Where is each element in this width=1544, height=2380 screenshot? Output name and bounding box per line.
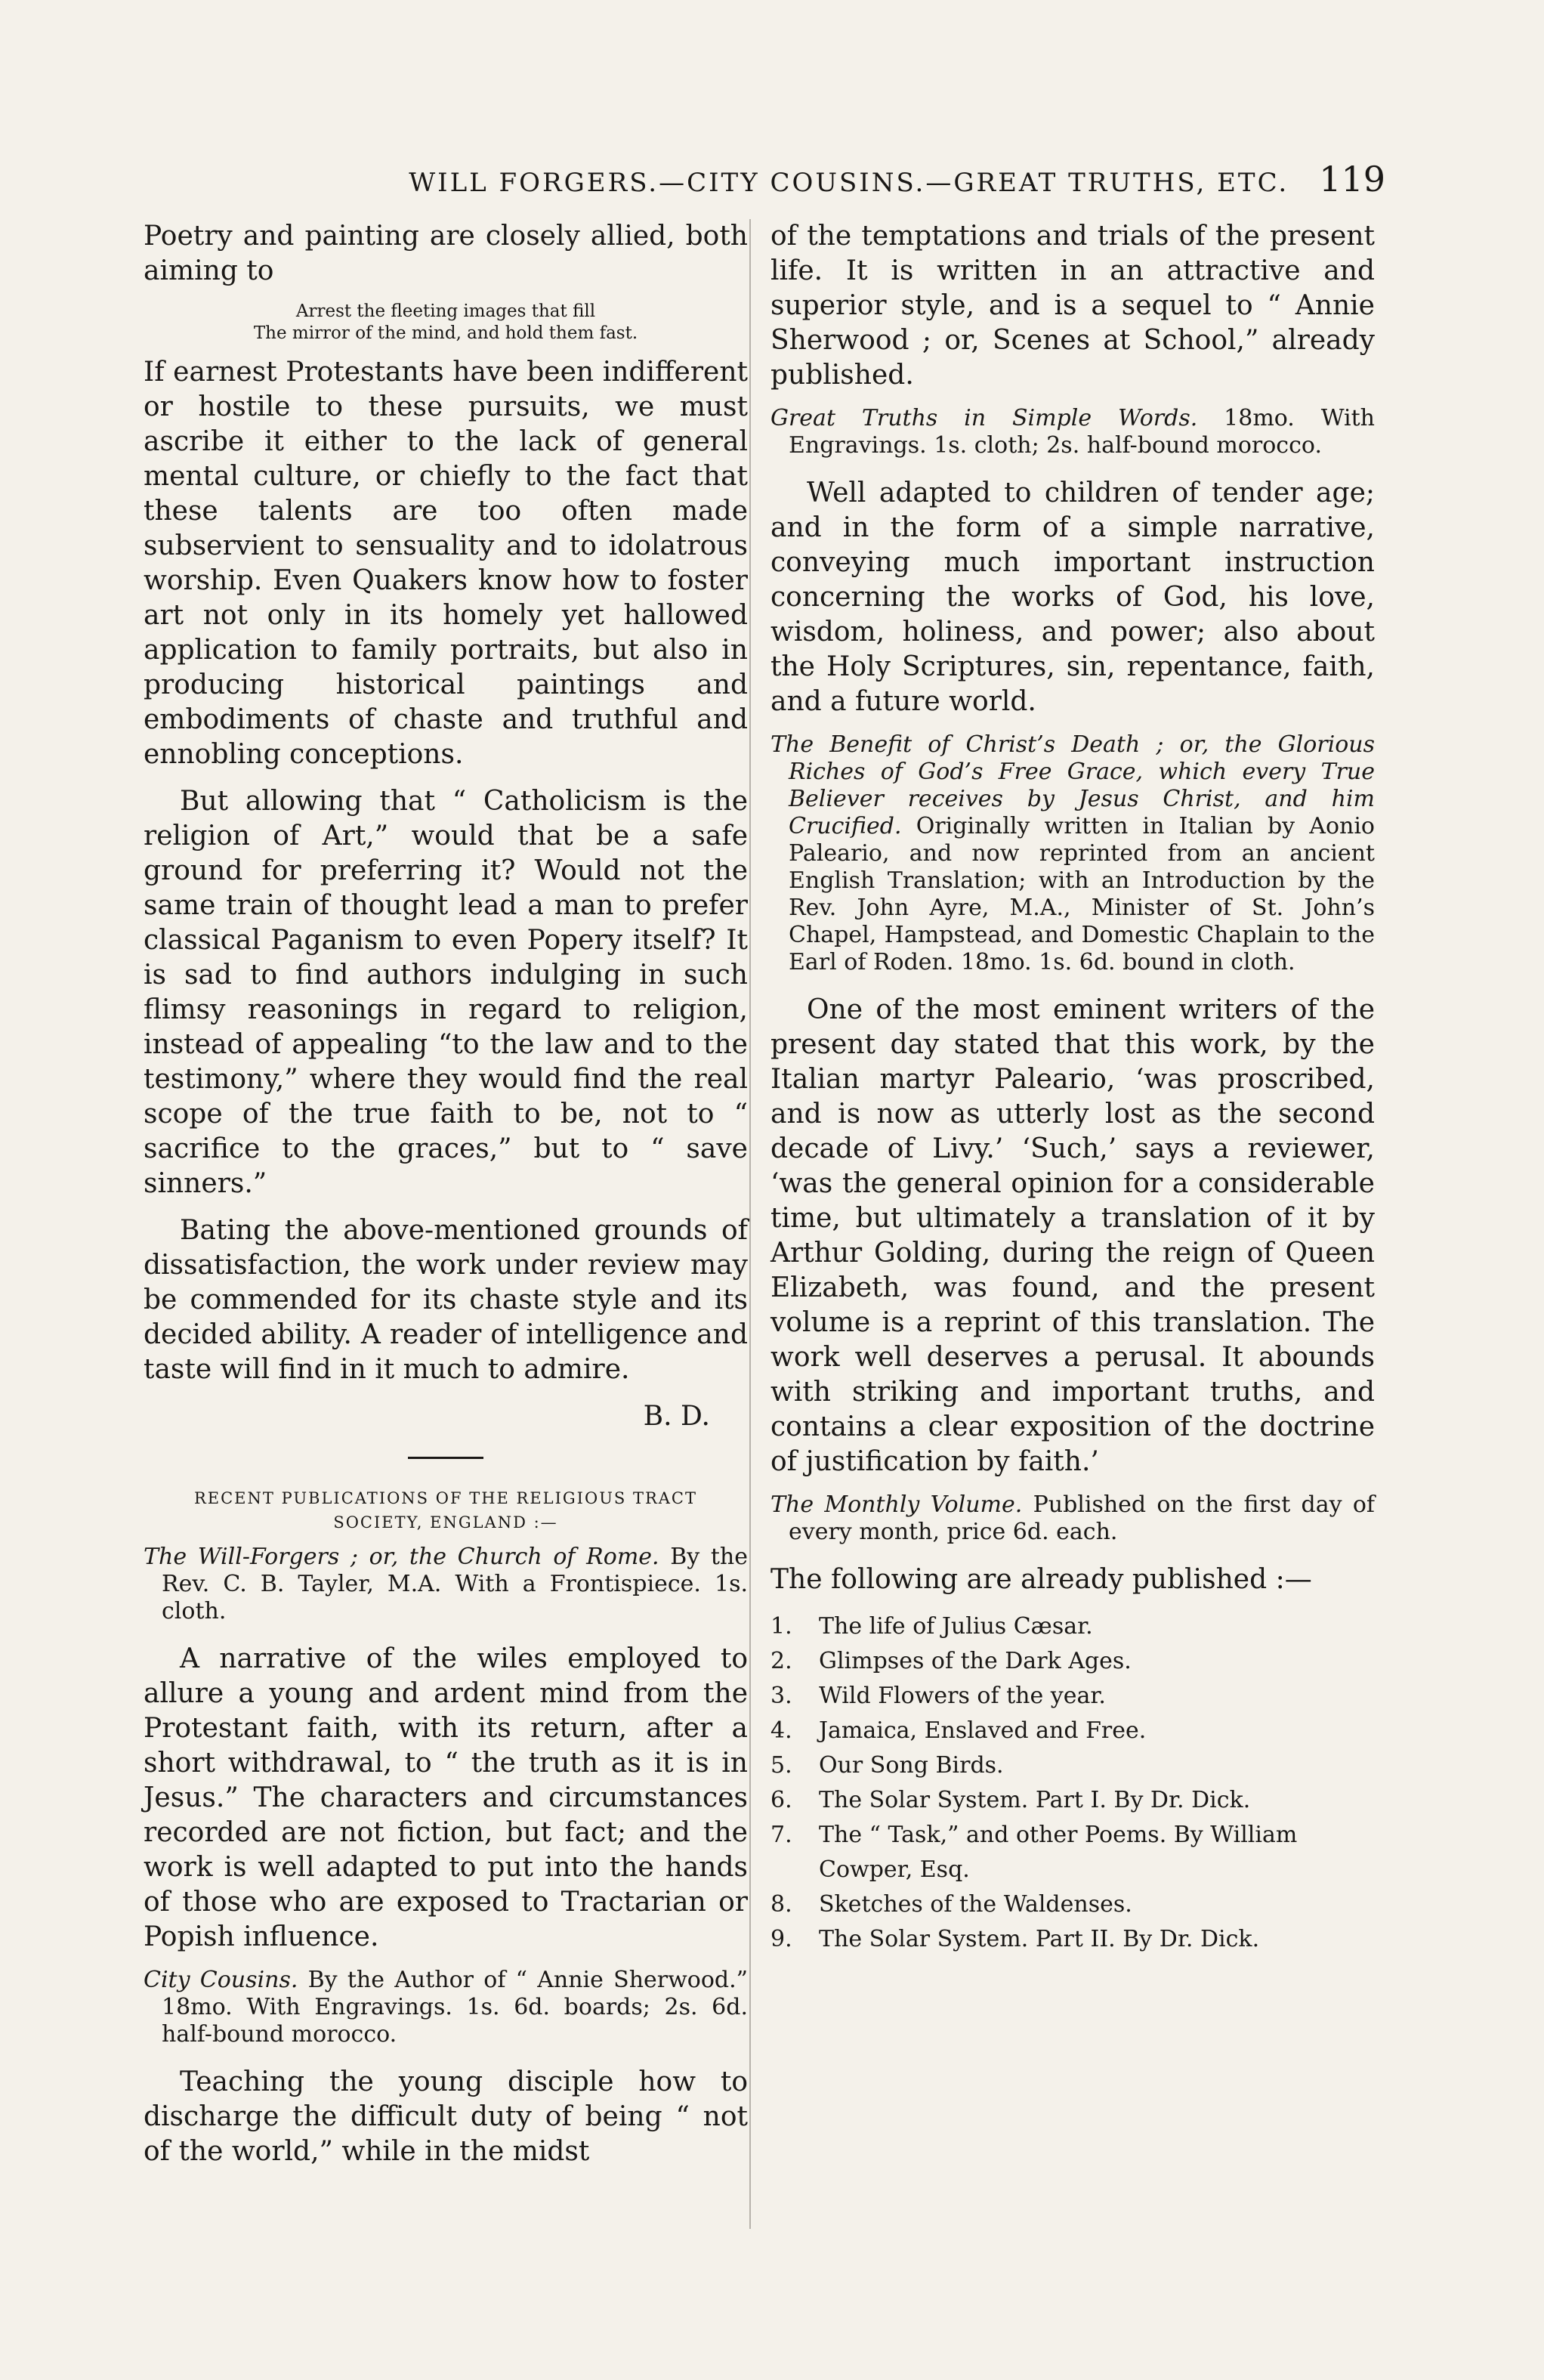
- book-details: Published on the first day of every month, price 6d. each.: [789, 1491, 1375, 1545]
- volume-number: 6.: [770, 1787, 792, 1813]
- section-heading-line: RECENT PUBLICATIONS OF THE RELIGIOUS TRACT: [193, 1489, 698, 1507]
- book-listing: [770, 731, 1375, 976]
- section-heading: [144, 1486, 748, 1535]
- volume-list-item: [770, 1783, 1375, 1818]
- running-header: [144, 159, 1385, 204]
- paragraph: A narrative of the wiles employed to allure a young and ardent mind from the Protestant faith, with its return, after a short withdrawal, to “ the truth as it is in Jesus.” The characters and circumstances recorded are not fiction, but fact; and the work is well adapted to put into the hands of those who are exposed to Tractarian or Popish influence.: [144, 1643, 748, 1952]
- paragraph: Well adapted to children of tender age; and in the form of a simple narrative, conveying much important instruction concerning the works of God, his love, wisdom, holiness, and power; also about the Holy Scriptures, sin, repentance, faith, and a future world.: [770, 478, 1375, 717]
- volume-title: Glimpses of the Dark Ages.: [819, 1648, 1132, 1674]
- paragraph: One of the most eminent writers of the present day stated that this work, by the Italian martyr Paleario, ‘was proscribed, and is now as utterly lost as the second decade of Livy.’ ‘Such,’ says a reviewer, ‘was the general opinion for a considerable time, but ultimately a translation of it by Arthur Golding, during the reign of Queen Elizabeth, was found, and the present volume is a reprint of this translation. The work well deserves a perusal. It abounds with striking and important truths, and contains a clear exposition of the doctrine of justification by faith.’: [770, 994, 1375, 1477]
- volume-title: The Solar System. Part I. By Dr. Dick.: [819, 1787, 1251, 1813]
- column-divider: [749, 219, 751, 2229]
- volume-number: 1.: [770, 1613, 792, 1640]
- volume-number: 5.: [770, 1752, 792, 1779]
- volume-number: 2.: [770, 1648, 792, 1674]
- volume-list: [770, 1609, 1375, 1957]
- volume-list-item: [770, 1748, 1375, 1783]
- book-details: 18mo. With Engravings. 1s. cloth; 2s. half-bound morocco.: [789, 405, 1375, 459]
- volume-list-item: [770, 1609, 1375, 1644]
- section-divider: [408, 1457, 483, 1459]
- paragraph: But allowing that “ Catholicism is the religion of Art,” would that be a safe ground for preferring it? Would not the same train of thought lead a man to prefer classical Paganism to even Popery itself? It is sad to find authors indulging in such flimsy reasonings in regard to religion, instead of appealing “to the law and to the testimony,” where they would find the real scope of the true faith to be, not to “ sacrifice to the graces,” but to “ save sinners.”: [144, 786, 748, 1199]
- volume-title: Our Song Birds.: [819, 1752, 1004, 1779]
- volume-list-item: [770, 1644, 1375, 1679]
- volume-list-item: [770, 1922, 1375, 1957]
- volume-title: Jamaica, Enslaved and Free.: [819, 1717, 1147, 1744]
- book-title: The Will-Forgers ; or, the Church of Rome.: [144, 1544, 659, 1570]
- book-title: The Benefit of Christ’s Death ; or, the Glorious Riches of God’s Free Grace, which every True Believer receives by Jesus Christ, and him Crucified.: [770, 731, 1375, 839]
- book-title: City Cousins.: [144, 1967, 298, 1993]
- page-number: 119: [1319, 159, 1385, 199]
- paragraph: Teaching the young disciple how to discharge the difficult duty of being “ not of the world,” while in the midst: [144, 2066, 748, 2167]
- book-listing: [144, 1544, 748, 1625]
- book-title: Great Truths in Simple Words.: [770, 405, 1198, 431]
- book-listing: [770, 405, 1375, 459]
- volume-number: 4.: [770, 1717, 792, 1744]
- volume-title: Wild Flowers of the year.: [819, 1683, 1106, 1709]
- volume-list-item: [770, 1887, 1375, 1922]
- paragraph: Bating the above-mentioned grounds of dissatisfaction, the work under review may be commended for its chaste style and its decided ability. A reader of intelligence and taste will find in it much to admire.: [144, 1215, 748, 1385]
- quote-line: Arrest the fleeting images that fill: [295, 301, 596, 321]
- verse-quote: [144, 301, 748, 345]
- volume-number: 3.: [770, 1683, 792, 1709]
- quote-line: The mirror of the mind, and hold them fast.: [253, 323, 638, 343]
- paragraph: The following are already published :—: [770, 1564, 1312, 1595]
- book-details: By the Author of “ Annie Sherwood.” 18mo. With Engravings. 1s. 6d. boards; 2s. 6d. half-bound morocco.: [162, 1967, 748, 2048]
- volume-number: 7.: [770, 1822, 792, 1848]
- signature-line: [144, 1399, 748, 1434]
- book-listing: [770, 1491, 1375, 1546]
- volume-number: 8.: [770, 1891, 792, 1918]
- book-details: Originally written in Italian by Aonio Paleario, and now reprinted from an ancient English Translation; with an Introduction by the Rev. John Ayre, M.A., Minister of St. John’s Chapel, Hampstead, and Domestic Chaplain to the Earl of Roden. 18mo. 1s. 6d. bound in cloth.: [789, 813, 1375, 975]
- volume-list-item: [770, 1714, 1375, 1748]
- volume-number: 9.: [770, 1926, 792, 1952]
- signature: B. D.: [643, 1401, 710, 1432]
- volume-list-item: [770, 1818, 1375, 1887]
- book-listing: [144, 1967, 748, 2048]
- volume-list-item: [770, 1679, 1375, 1714]
- volume-title: Sketches of the Waldenses.: [819, 1891, 1132, 1918]
- section-heading-line: SOCIETY, ENGLAND :—: [333, 1513, 558, 1532]
- right-column: [770, 219, 1375, 1957]
- book-title: The Monthly Volume.: [770, 1491, 1023, 1518]
- left-column: [144, 219, 748, 2181]
- volume-title: The Solar System. Part II. By Dr. Dick.: [819, 1926, 1260, 1952]
- paragraph: of the temptations and trials of the present life. It is written in an attractive and superior style, and is a sequel to “ Annie Sherwood ; or, Scenes at School,” already published.: [770, 221, 1375, 391]
- volume-title: The life of Julius Cæsar.: [819, 1613, 1093, 1640]
- paragraph: If earnest Protestants have been indifferent or hostile to these pursuits, we must ascribe it either to the lack of general mental culture, or chiefly to the fact that these talents are too often made subservient to sensuality and to idolatrous worship. Even Quakers know how to foster art not only in its homely yet hallowed application to family portraits, but also in producing historical paintings and embodiments of chaste and truthful and ennobling conceptions.: [144, 357, 748, 770]
- volume-title: The “ Task,” and other Poems. By William Cowper, Esq.: [819, 1822, 1298, 1883]
- book-details: By the Rev. C. B. Tayler, M.A. With a Frontispiece. 1s. cloth.: [162, 1544, 748, 1624]
- paragraph: Poetry and painting are closely allied, both aiming to: [144, 221, 748, 286]
- running-title: WILL FORGERS.—CITY COUSINS.—GREAT TRUTHS, ETC.: [409, 168, 1289, 198]
